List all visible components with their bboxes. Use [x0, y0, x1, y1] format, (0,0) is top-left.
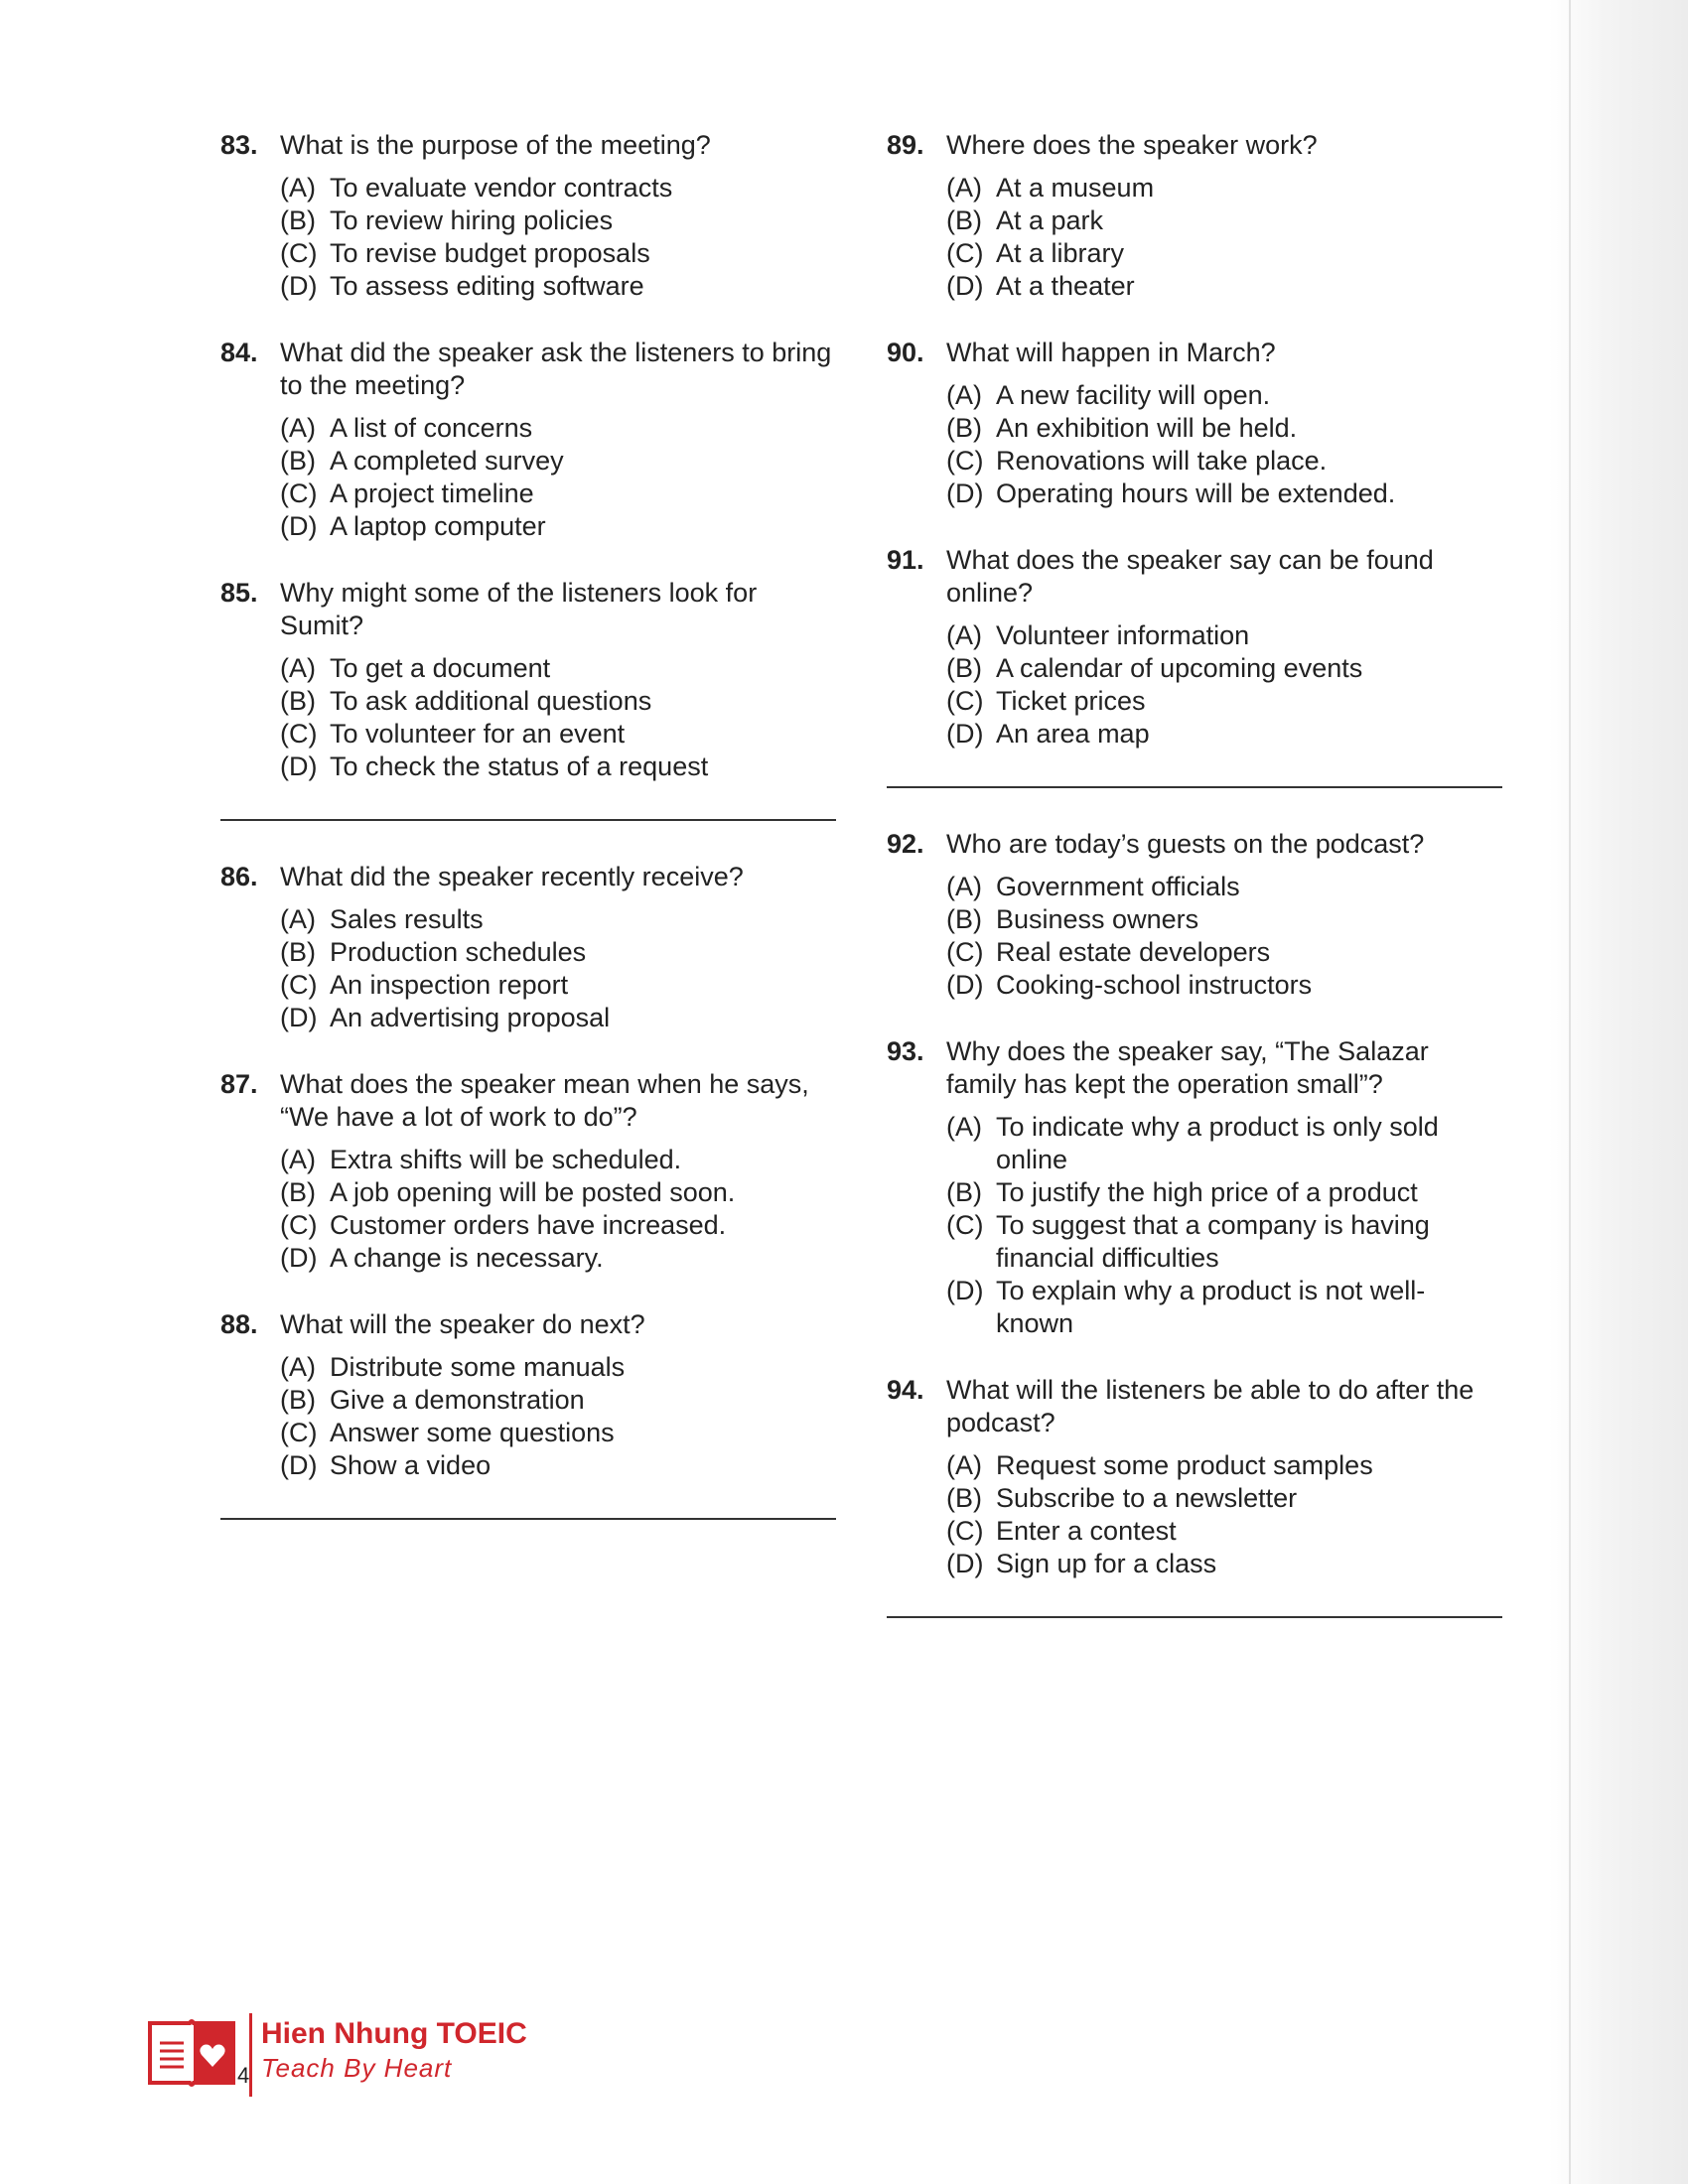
question-item: [220, 577, 836, 783]
option-letter: (C): [280, 1418, 318, 1447]
option-letter: (A): [280, 904, 316, 934]
answer-options: [946, 871, 1502, 1002]
answer-option: [946, 903, 1502, 936]
answer-option: [946, 1111, 1502, 1176]
answer-option: [946, 1548, 1502, 1580]
option-letter: (D): [280, 1003, 318, 1032]
question-number: 89.: [887, 130, 924, 160]
question-number: 94.: [887, 1375, 924, 1405]
question-text: Who are today’s guests on the podcast?: [946, 829, 1425, 859]
option-text: At a theater: [996, 271, 1135, 301]
answer-options: [946, 172, 1502, 303]
option-text: To review hiring policies: [330, 205, 614, 235]
option-letter: (A): [946, 620, 982, 650]
answer-option: [280, 172, 836, 205]
answer-option: [946, 379, 1502, 412]
section-divider: [220, 819, 836, 821]
option-letter: (B): [280, 1385, 316, 1415]
option-text: To get a document: [330, 653, 551, 683]
option-letter: (C): [280, 478, 318, 508]
option-letter: (A): [946, 173, 982, 203]
answer-options: [280, 652, 836, 783]
option-letter: (B): [946, 413, 982, 443]
option-letter: (C): [946, 937, 984, 967]
option-text: Sales results: [330, 904, 484, 934]
option-letter: (A): [946, 1112, 982, 1142]
answer-options: [280, 1351, 836, 1482]
answer-option: [946, 1482, 1502, 1515]
option-letter: (A): [280, 653, 316, 683]
option-text: To indicate why a product is only sold online: [996, 1112, 1439, 1174]
answer-options: [280, 903, 836, 1034]
answer-option: [946, 478, 1502, 510]
question-number: 87.: [220, 1069, 258, 1099]
answer-options: [280, 172, 836, 303]
question-text: What will the speaker do next?: [280, 1309, 645, 1339]
question-number: 93.: [887, 1036, 924, 1066]
question-number: 88.: [220, 1309, 258, 1339]
question-text: What will happen in March?: [946, 338, 1276, 367]
option-letter: (A): [946, 380, 982, 410]
option-text: Production schedules: [330, 937, 587, 967]
option-text: At a museum: [996, 173, 1155, 203]
answer-option: [946, 871, 1502, 903]
option-letter: (D): [280, 511, 318, 541]
option-text: To check the status of a request: [330, 751, 709, 781]
option-letter: (B): [280, 937, 316, 967]
option-letter: (B): [280, 446, 316, 476]
question-item: [887, 337, 1502, 510]
option-letter: (C): [280, 238, 318, 268]
question-number: 91.: [887, 545, 924, 575]
answer-option: [946, 1176, 1502, 1209]
option-letter: (B): [280, 686, 316, 716]
answer-option: [946, 718, 1502, 751]
question-text: Why does the speaker say, “The Salazar family has kept the operation small”?: [946, 1036, 1429, 1099]
answer-options: [280, 1144, 836, 1275]
option-text: A change is necessary.: [330, 1243, 604, 1273]
option-text: To revise budget proposals: [330, 238, 650, 268]
option-text: Ticket prices: [996, 686, 1146, 716]
book-heart-icon: [144, 2013, 239, 2089]
section-divider: [220, 1518, 836, 1520]
question-text: What is the purpose of the meeting?: [280, 130, 711, 160]
answer-option: [280, 751, 836, 783]
question-text: What does the speaker say can be found online?: [946, 545, 1434, 608]
option-text: A new facility will open.: [996, 380, 1271, 410]
question-item: [220, 129, 836, 303]
option-letter: (A): [280, 413, 316, 443]
option-text: To ask additional questions: [330, 686, 652, 716]
answer-option: [280, 445, 836, 478]
brand-logo: [144, 2013, 561, 2093]
option-text: Sign up for a class: [996, 1549, 1217, 1578]
answer-option: [280, 1176, 836, 1209]
question-number: 90.: [887, 338, 924, 367]
answer-options: [946, 379, 1502, 510]
answer-option: [280, 1384, 836, 1417]
option-letter: (C): [946, 1516, 984, 1546]
question-number: 83.: [220, 130, 258, 160]
answer-options: [280, 412, 836, 543]
question-text: Where does the speaker work?: [946, 130, 1318, 160]
answer-option: [280, 205, 836, 237]
question-text: What did the speaker ask the listeners to bring to the meeting?: [280, 338, 832, 400]
answer-option: [280, 1417, 836, 1449]
option-letter: (B): [946, 1483, 982, 1513]
option-text: Volunteer information: [996, 620, 1250, 650]
option-text: Enter a contest: [996, 1516, 1177, 1546]
option-letter: (D): [280, 1243, 318, 1273]
option-letter: (B): [946, 1177, 982, 1207]
answer-option: [946, 172, 1502, 205]
answer-option: [946, 237, 1502, 270]
answer-option: [280, 969, 836, 1002]
answer-option: [946, 1449, 1502, 1482]
option-text: Answer some questions: [330, 1418, 615, 1447]
option-text: Real estate developers: [996, 937, 1271, 967]
question-item: [220, 337, 836, 543]
option-letter: (B): [946, 653, 982, 683]
option-text: An inspection report: [330, 970, 569, 1000]
option-letter: (D): [280, 751, 318, 781]
answer-option: [280, 1242, 836, 1275]
option-text: Customer orders have increased.: [330, 1210, 727, 1240]
option-text: An area map: [996, 719, 1150, 749]
option-text: Request some product samples: [996, 1450, 1373, 1480]
answer-option: [280, 510, 836, 543]
option-letter: (C): [280, 719, 318, 749]
option-text: A job opening will be posted soon.: [330, 1177, 736, 1207]
answer-option: [280, 903, 836, 936]
option-text: To assess editing software: [330, 271, 644, 301]
option-text: A list of concerns: [330, 413, 533, 443]
page-number: 4: [237, 2063, 250, 2088]
option-text: Cooking-school instructors: [996, 970, 1313, 1000]
question-item: [887, 544, 1502, 751]
answer-option: [946, 1275, 1502, 1340]
option-text: Renovations will take place.: [996, 446, 1328, 476]
answer-option: [946, 619, 1502, 652]
question-number: 84.: [220, 338, 258, 367]
answer-option: [280, 652, 836, 685]
answer-option: [946, 205, 1502, 237]
answer-option: [280, 1449, 836, 1482]
option-letter: (A): [946, 1450, 982, 1480]
option-letter: (D): [946, 1276, 984, 1305]
option-letter: (C): [280, 1210, 318, 1240]
answer-option: [280, 1144, 836, 1176]
option-text: Extra shifts will be scheduled.: [330, 1145, 682, 1174]
left-question-column: [220, 129, 836, 1520]
option-letter: (D): [280, 1450, 318, 1480]
answer-option: [280, 936, 836, 969]
option-letter: (D): [280, 271, 318, 301]
page-edge-shadow: [1549, 0, 1688, 2184]
answer-options: [946, 1111, 1502, 1340]
option-letter: (A): [280, 1352, 316, 1382]
option-letter: (C): [946, 446, 984, 476]
answer-option: [280, 412, 836, 445]
option-text: At a library: [996, 238, 1125, 268]
option-text: An exhibition will be held.: [996, 413, 1298, 443]
option-text: A completed survey: [330, 446, 564, 476]
question-item: [887, 828, 1502, 1002]
option-letter: (B): [280, 1177, 316, 1207]
answer-option: [280, 1351, 836, 1384]
option-text: Give a demonstration: [330, 1385, 585, 1415]
option-letter: (D): [946, 478, 984, 508]
question-item: [887, 1035, 1502, 1340]
answer-option: [280, 237, 836, 270]
question-text: What did the speaker recently receive?: [280, 862, 744, 891]
brand-name: Hien Nhung TOEIC: [261, 2017, 527, 2050]
option-text: Show a video: [330, 1450, 492, 1480]
question-item: [887, 129, 1502, 303]
question-number: 86.: [220, 862, 258, 891]
option-text: At a park: [996, 205, 1104, 235]
option-letter: (C): [946, 238, 984, 268]
option-text: Business owners: [996, 904, 1199, 934]
option-letter: (D): [946, 970, 984, 1000]
option-letter: (C): [946, 686, 984, 716]
option-letter: (B): [946, 904, 982, 934]
question-text: Why might some of the listeners look for Sumit?: [280, 578, 758, 640]
question-text: What does the speaker mean when he says, “We have a lot of work to do”?: [280, 1069, 809, 1132]
answer-option: [280, 270, 836, 303]
question-text: What will the listeners be able to do after the podcast?: [946, 1375, 1475, 1437]
option-letter: (A): [946, 872, 982, 901]
question-number: 92.: [887, 829, 924, 859]
option-text: Subscribe to a newsletter: [996, 1483, 1298, 1513]
option-text: A calendar of upcoming events: [996, 653, 1363, 683]
logo-divider: [249, 2013, 252, 2097]
option-text: An advertising proposal: [330, 1003, 611, 1032]
option-letter: (A): [280, 1145, 316, 1174]
option-letter: (D): [946, 271, 984, 301]
answer-option: [946, 270, 1502, 303]
option-text: Distribute some manuals: [330, 1352, 626, 1382]
option-letter: (B): [946, 205, 982, 235]
option-text: A laptop computer: [330, 511, 546, 541]
option-text: To suggest that a company is having financial difficulties: [996, 1210, 1430, 1273]
answer-option: [280, 1002, 836, 1034]
option-text: A project timeline: [330, 478, 534, 508]
option-letter: (B): [280, 205, 316, 235]
option-text: To explain why a product is not well-known: [996, 1276, 1426, 1338]
option-letter: (D): [946, 719, 984, 749]
option-text: To justify the high price of a product: [996, 1177, 1418, 1207]
question-item: [220, 1068, 836, 1275]
answer-option: [946, 412, 1502, 445]
answer-option: [946, 936, 1502, 969]
option-text: Operating hours will be extended.: [996, 478, 1396, 508]
option-letter: (D): [946, 1549, 984, 1578]
section-divider: [887, 1616, 1502, 1618]
option-letter: (A): [280, 173, 316, 203]
answer-option: [946, 1515, 1502, 1548]
option-text: To evaluate vendor contracts: [330, 173, 673, 203]
section-divider: [887, 786, 1502, 788]
answer-option: [280, 1209, 836, 1242]
option-text: Government officials: [996, 872, 1240, 901]
option-letter: (C): [946, 1210, 984, 1240]
answer-option: [946, 969, 1502, 1002]
question-item: [220, 1308, 836, 1482]
answer-option: [946, 685, 1502, 718]
answer-options: [946, 1449, 1502, 1580]
answer-option: [946, 652, 1502, 685]
answer-option: [280, 478, 836, 510]
question-number: 85.: [220, 578, 258, 608]
answer-options: [946, 619, 1502, 751]
brand-tagline: Teach By Heart: [261, 2053, 453, 2083]
right-question-column: [887, 129, 1502, 1618]
answer-option: [280, 718, 836, 751]
option-text: To volunteer for an event: [330, 719, 626, 749]
option-letter: (C): [280, 970, 318, 1000]
answer-option: [946, 445, 1502, 478]
question-item: [887, 1374, 1502, 1580]
answer-option: [946, 1209, 1502, 1275]
question-item: [220, 861, 836, 1034]
answer-option: [280, 685, 836, 718]
